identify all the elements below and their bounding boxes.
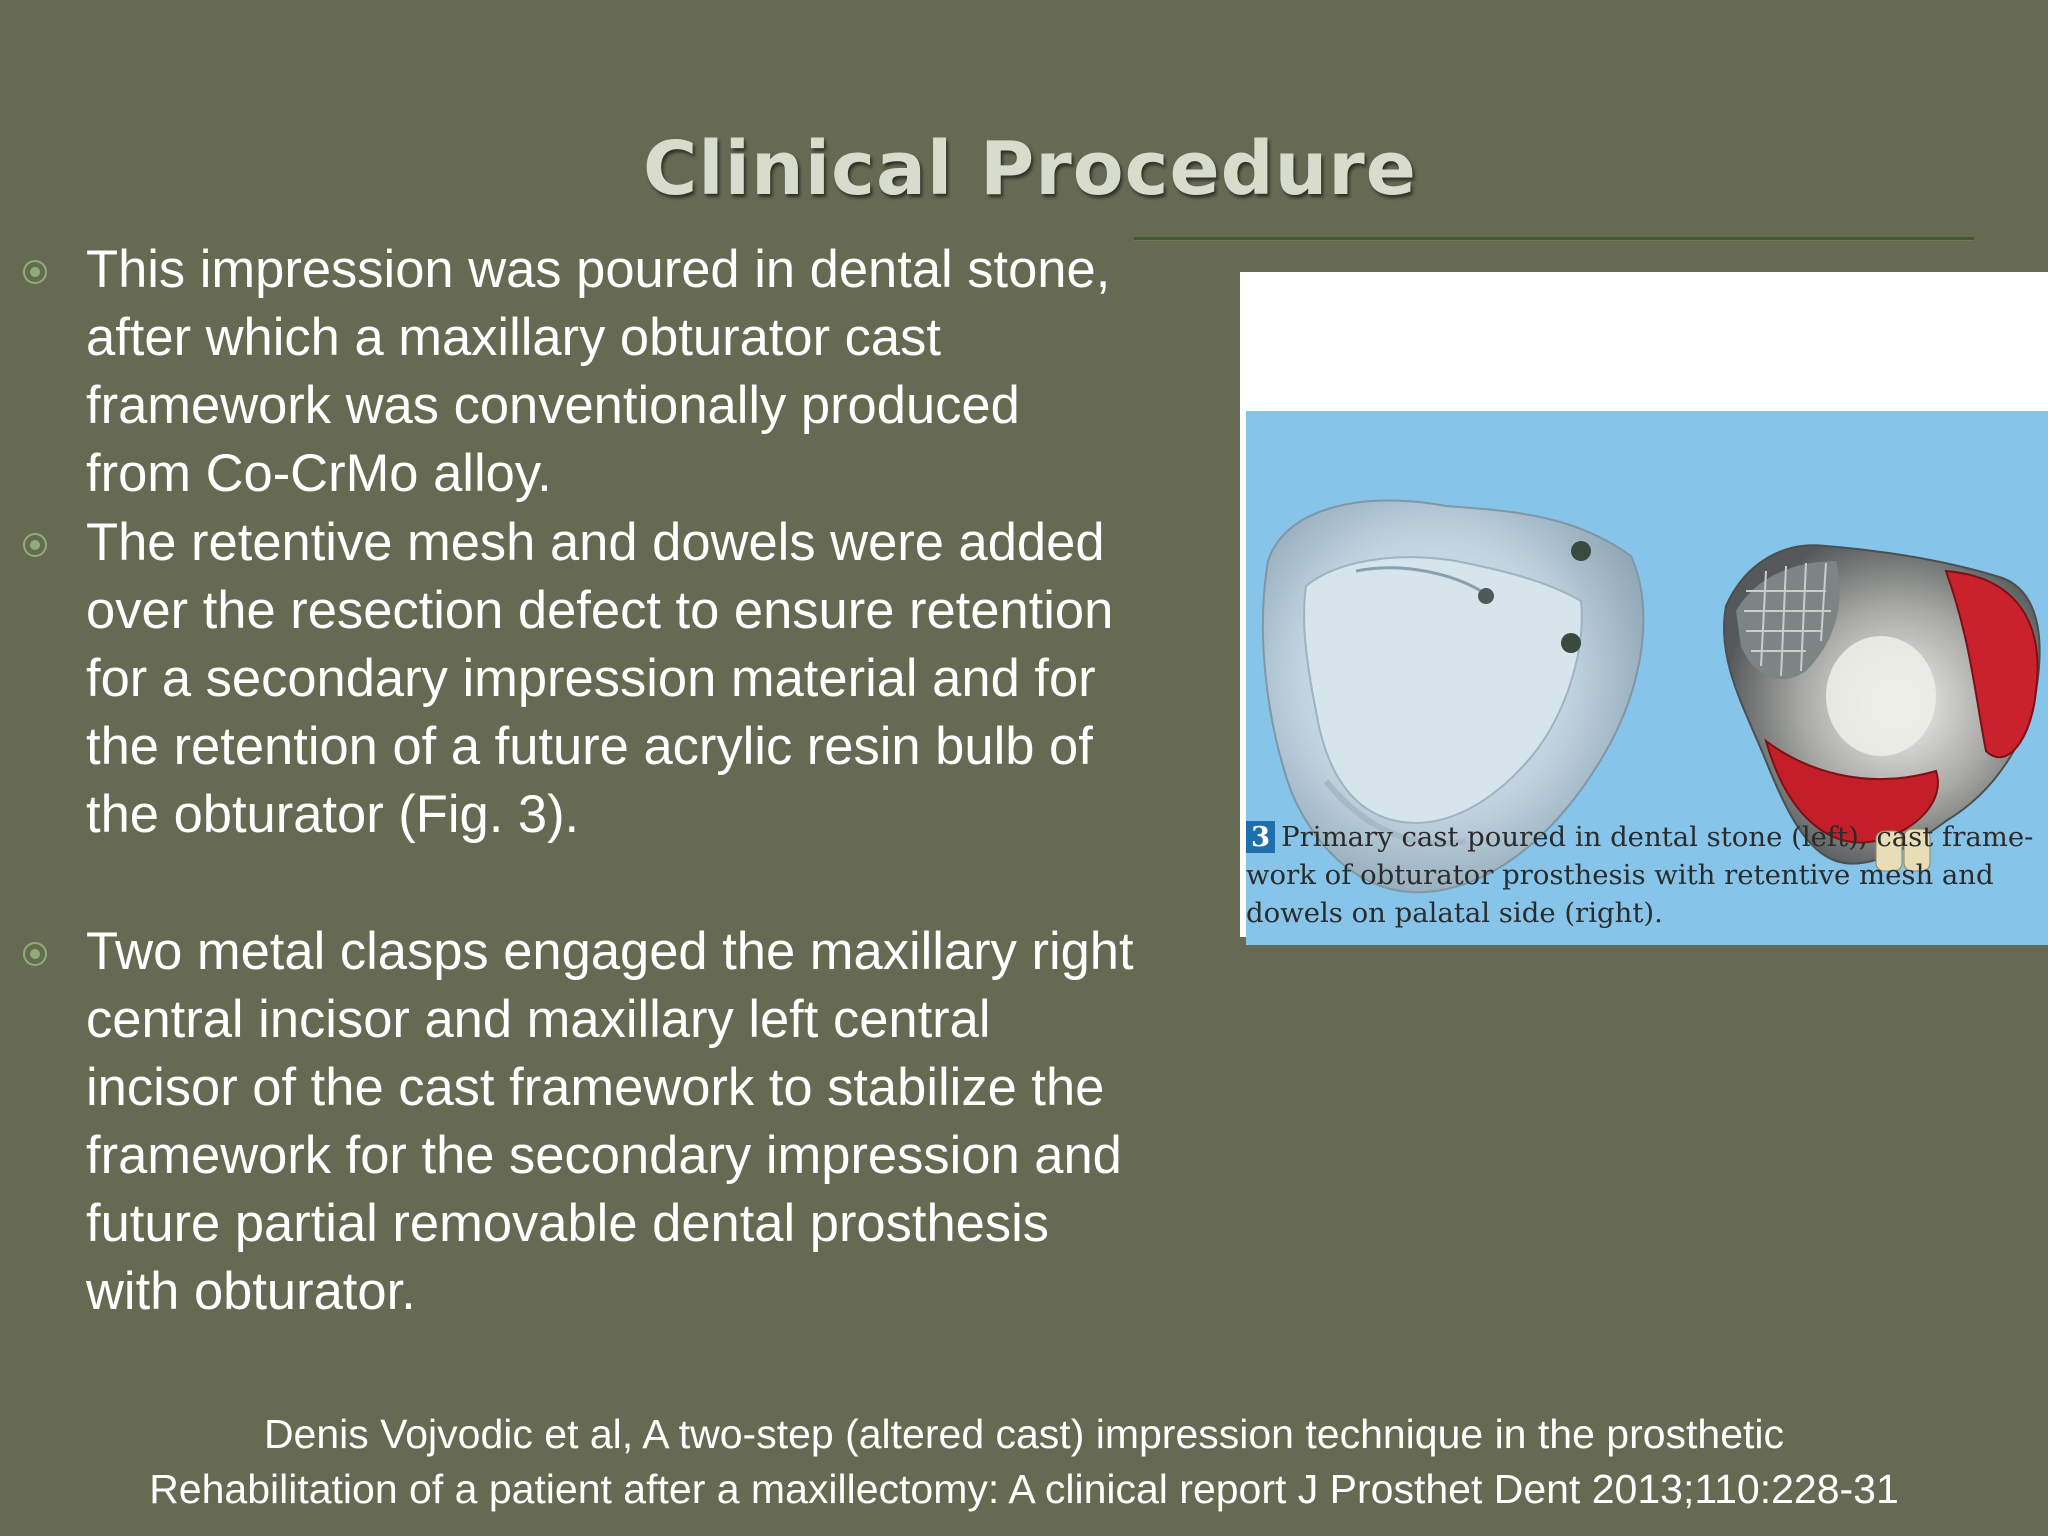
bullet-circle-icon bbox=[23, 533, 47, 557]
figure-3 bbox=[1240, 272, 2048, 937]
bullet-circle-icon bbox=[23, 260, 47, 284]
figure-photo bbox=[1246, 278, 2048, 1078]
figure-caption bbox=[1246, 818, 2046, 932]
caption-line: dowels on palatal side (right). bbox=[1246, 897, 1663, 929]
bullet-text: This impression was poured in dental stone, after which a maxillary obturator cast framework was conventionally produced from Co-CrMo alloy. bbox=[86, 240, 1111, 503]
figure-number: 3 bbox=[1246, 821, 1275, 853]
bullet-text: The retentive mesh and dowels were added over the resection defect to ensure retention for a secondary impression material and for the retention of a future acrylic resin bulb of the obturator (Fig. 3). bbox=[86, 513, 1114, 844]
bullet-text: Two metal clasps engaged the maxillary right central incisor and maxillary left central incisor of the cast framework to stabilize the framework for the secondary impression and future partial removable dental prosthesis with obturator. bbox=[86, 922, 1134, 1321]
title-divider bbox=[1134, 237, 1974, 240]
slide-title: Clinical Procedure bbox=[643, 126, 1417, 212]
dowel-hole bbox=[1478, 588, 1494, 604]
palatal-plate-highlight bbox=[1826, 636, 1936, 756]
caption-line: work of obturator prosthesis with retentive mesh and bbox=[1246, 859, 1994, 891]
caption-line: Primary cast poured in dental stone (left), cast frame- bbox=[1281, 821, 2034, 853]
dowel-hole bbox=[1561, 633, 1581, 653]
citation: Denis Vojvodic et al, A two-step (altered cast) impression technique in the prosthetic Rehabilitation of a patient after a maxillectomy: A clinical report J Prosthet Dent 2013;110:228-31 bbox=[149, 1411, 1899, 1512]
bullet-circle-icon bbox=[23, 942, 47, 966]
dowel-hole bbox=[1571, 541, 1591, 561]
